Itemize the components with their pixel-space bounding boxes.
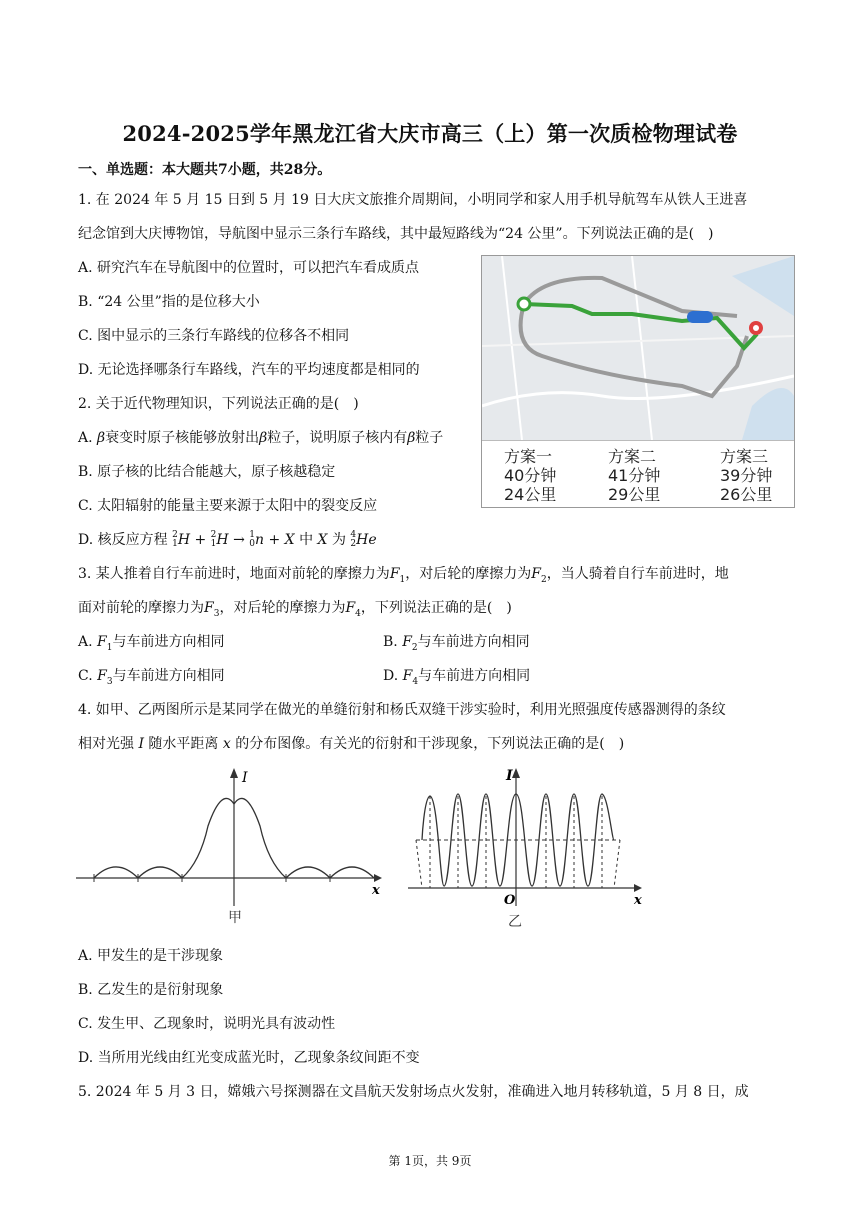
plan-two: 方案二 41分钟 29公里 bbox=[608, 447, 661, 504]
helium-symbol: 4 2He bbox=[350, 530, 377, 549]
q4-stem-line1: 4. 如甲、乙两图所示是某同学在做光的单缝衍射和杨氏双缝干涉实验时，利用光照强度传感器测得的条纹 bbox=[78, 702, 726, 718]
axis-y-label-yi: I bbox=[506, 768, 513, 784]
q3-option-c: C. $F_3$与车前进方向相同 bbox=[78, 668, 225, 687]
map-routes bbox=[482, 256, 794, 440]
q3-option-d: D. $F_4$与车前进方向相同 bbox=[383, 668, 531, 687]
page-footer: 第 1页，共 9页 bbox=[388, 1154, 472, 1168]
q1-option-d: D. 无论选择哪条行车路线，汽车的平均速度都是相同的 bbox=[78, 362, 420, 378]
q1-option-b: B. “24 公里”指的是位移大小 bbox=[78, 294, 260, 310]
q2-option-b: B. 原子核的比结合能越大，原子核越稳定 bbox=[78, 464, 336, 480]
plan-one: 方案一 40分钟 24公里 bbox=[504, 447, 557, 504]
q3-stem-line1: 3. 某人推着自行车前进时，地面对前轮的摩擦力为$F_1$，对后轮的摩擦力为$F_2$，当人骑着自行车前进时，地 bbox=[78, 566, 729, 585]
plan-three: 方案三 39分钟 26公里 bbox=[720, 447, 773, 504]
figure-caption-jia: 甲 bbox=[228, 910, 242, 926]
section-heading: 一、单选题：本大题共7小题，共28分。 bbox=[78, 162, 332, 178]
q2-option-d: D. 核反应方程 2 1H + 2 1H → 1 0n + X 中 X 为 4 2He bbox=[78, 530, 377, 549]
q4-option-c: C. 发生甲、乙现象时，说明光具有波动性 bbox=[78, 1016, 336, 1032]
q4-option-a: A. 甲发生的是干涉现象 bbox=[78, 948, 224, 964]
navigation-map-figure bbox=[481, 255, 795, 508]
q1-option-c: C. 图中显示的三条行车路线的位移各不相同 bbox=[78, 328, 350, 344]
q2-option-c: C. 太阳辐射的能量主要来源于太阳中的裂变反应 bbox=[78, 498, 378, 514]
axis-x-label-yi: x bbox=[634, 893, 642, 908]
origin-label: O bbox=[504, 893, 516, 908]
q2-option-a: A. β衰变时原子核能够放射出β粒子，说明原子核内有β粒子 bbox=[78, 430, 444, 446]
diffraction-figure bbox=[76, 766, 386, 926]
q3-option-b: B. $F_2$与车前进方向相同 bbox=[383, 634, 530, 653]
interference-figure bbox=[408, 766, 648, 930]
q1-stem-line1: 1. 在 2024 年 5 月 15 日到 5 月 19 日大庆文旅推介周期间，小明同学和家人用手机导航驾车从铁人王进喜 bbox=[78, 192, 748, 208]
figure-caption-yi: 乙 bbox=[508, 914, 522, 930]
q2-stem: 2. 关于近代物理知识，下列说法正确的是( ) bbox=[78, 396, 359, 412]
q1-stem-line2: 纪念馆到大庆博物馆，导航图中显示三条行车路线，其中最短路线为“24 公里”。下列说法正确的是( ) bbox=[78, 226, 714, 242]
q1-option-a: A. 研究汽车在导航图中的位置时，可以把汽车看成质点 bbox=[78, 260, 420, 276]
q5-stem-line1: 5. 2024 年 5 月 3 日，嫦娥六号探测器在文昌航天发射场点火发射，准确进入地月转移轨道，5 月 8 日，成 bbox=[78, 1084, 749, 1100]
q3-stem-line2: 面对前轮的摩擦力为$F_3$，对后轮的摩擦力为$F_4$，下列说法正确的是( ) bbox=[78, 600, 512, 619]
exam-title: 2024-2025学年黑龙江省大庆市高三（上）第一次质检物理试卷 bbox=[122, 121, 738, 146]
q4-option-b: B. 乙发生的是衍射现象 bbox=[78, 982, 224, 998]
axis-y-label: I bbox=[242, 770, 248, 786]
nuclear-equation: 2 1H + 2 1H → 1 0n + X bbox=[172, 530, 300, 549]
q4-option-d: D. 当所用光线由红光变成蓝光时，乙现象条纹间距不变 bbox=[78, 1050, 420, 1066]
axis-x-label: x bbox=[372, 883, 380, 898]
route-plans-table bbox=[482, 440, 794, 508]
q4-stem-line2: 相对光强 I 随水平距离 x 的分布图像。有关光的衍射和干涉现象，下列说法正确的是( ) bbox=[78, 736, 625, 752]
q3-option-a: A. $F_1$与车前进方向相同 bbox=[78, 634, 225, 653]
